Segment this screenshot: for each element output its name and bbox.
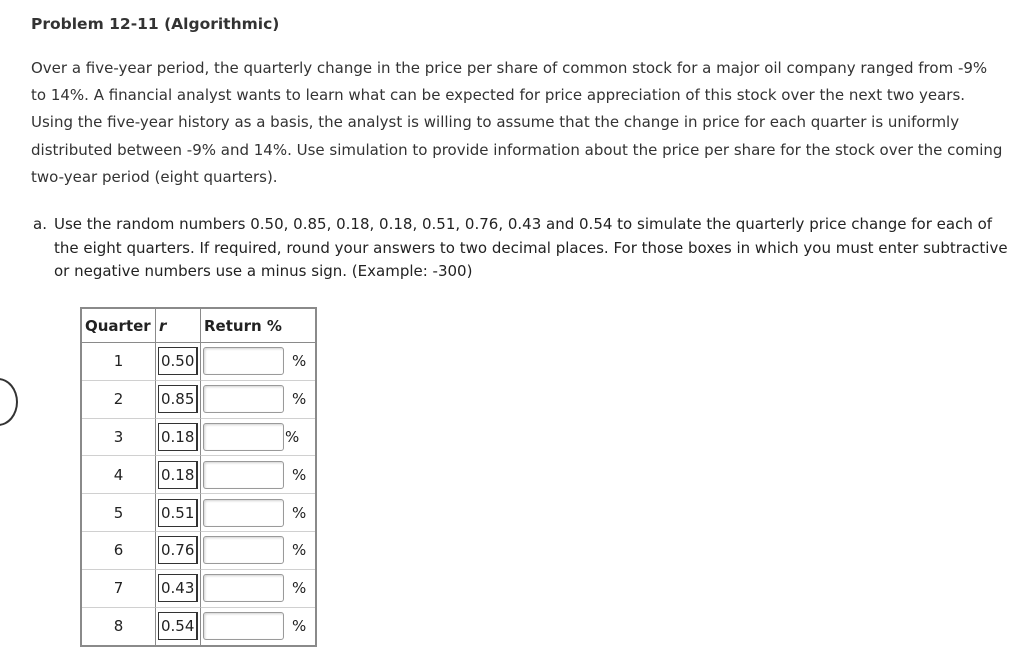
- table-row: [82, 381, 315, 419]
- return-input-q7[interactable]: [203, 574, 284, 602]
- random-number-cell: 0.50: [158, 347, 198, 375]
- return-input-q4[interactable]: [203, 461, 284, 489]
- header-return: Return %: [201, 309, 315, 343]
- return-input-q1[interactable]: [203, 347, 284, 375]
- random-number-cell: 0.18: [158, 461, 198, 489]
- header-quarter: Quarter: [82, 309, 156, 343]
- percent-unit: %: [292, 390, 307, 409]
- quarter-cell: 3: [82, 419, 156, 457]
- table-row: [82, 532, 315, 570]
- part-a-instructions: [33, 213, 1014, 284]
- return-input-q5[interactable]: [203, 499, 284, 527]
- table-row: [82, 419, 315, 457]
- percent-unit: %: [285, 427, 300, 446]
- table-row: [82, 343, 315, 381]
- margin-circle-mark: [0, 378, 18, 426]
- return-input-q8[interactable]: [203, 612, 284, 640]
- quarter-cell: 1: [82, 343, 156, 381]
- random-number-cell: 0.18: [158, 423, 198, 451]
- part-a-text: Use the random numbers 0.50, 0.85, 0.18, 0.18, 0.51, 0.76, 0.43 and 0.54 to simulate the quarterly price change for each of the eight quarters. If required, round your answers to two decimal places. For those boxes in which you must enter subtractive or negative numbers use a minus sign. (Example: -300): [54, 215, 1008, 280]
- quarter-cell: 8: [82, 608, 156, 646]
- percent-unit: %: [292, 617, 307, 636]
- random-number-cell: 0.43: [158, 574, 198, 602]
- quarter-cell: 6: [82, 532, 156, 570]
- part-a-label: a.: [33, 215, 47, 233]
- random-number-cell: 0.51: [158, 499, 198, 527]
- table-row: [82, 608, 315, 646]
- percent-unit: %: [292, 352, 307, 371]
- random-number-cell: 0.85: [158, 385, 198, 413]
- percent-unit: %: [292, 541, 307, 560]
- problem-intro: Over a five-year period, the quarterly change in the price per share of common stock for a major oil company ranged from -9% to 14%. A financial analyst wants to learn what can be expected for price appreciation of this stock over the next two years. Using the five-year history as a basis, the analyst is willing to assume that the change in price for each quarter is uniformly distributed between -9% and 14%. Use simulation to provide information about the price per share for the stock over the coming two-year period (eight quarters).: [31, 59, 1003, 186]
- quarter-cell: 2: [82, 381, 156, 419]
- return-input-q3[interactable]: [203, 423, 284, 451]
- percent-unit: %: [292, 503, 307, 522]
- percent-unit: %: [292, 579, 307, 598]
- random-number-cell: 0.54: [158, 612, 198, 640]
- random-number-cell: 0.76: [158, 536, 198, 564]
- table-row: [82, 494, 315, 532]
- return-input-q6[interactable]: [203, 536, 284, 564]
- percent-unit: %: [292, 465, 307, 484]
- table-row: [82, 570, 315, 608]
- return-input-q2[interactable]: [203, 385, 284, 413]
- quarter-cell: 4: [82, 456, 156, 494]
- table-row: [82, 456, 315, 494]
- table-header-row: [82, 309, 315, 343]
- quarter-cell: 7: [82, 570, 156, 608]
- problem-title: Problem 12-11 (Algorithmic): [31, 15, 280, 33]
- header-r: r: [156, 309, 201, 343]
- simulation-table: [80, 307, 317, 647]
- quarter-cell: 5: [82, 494, 156, 532]
